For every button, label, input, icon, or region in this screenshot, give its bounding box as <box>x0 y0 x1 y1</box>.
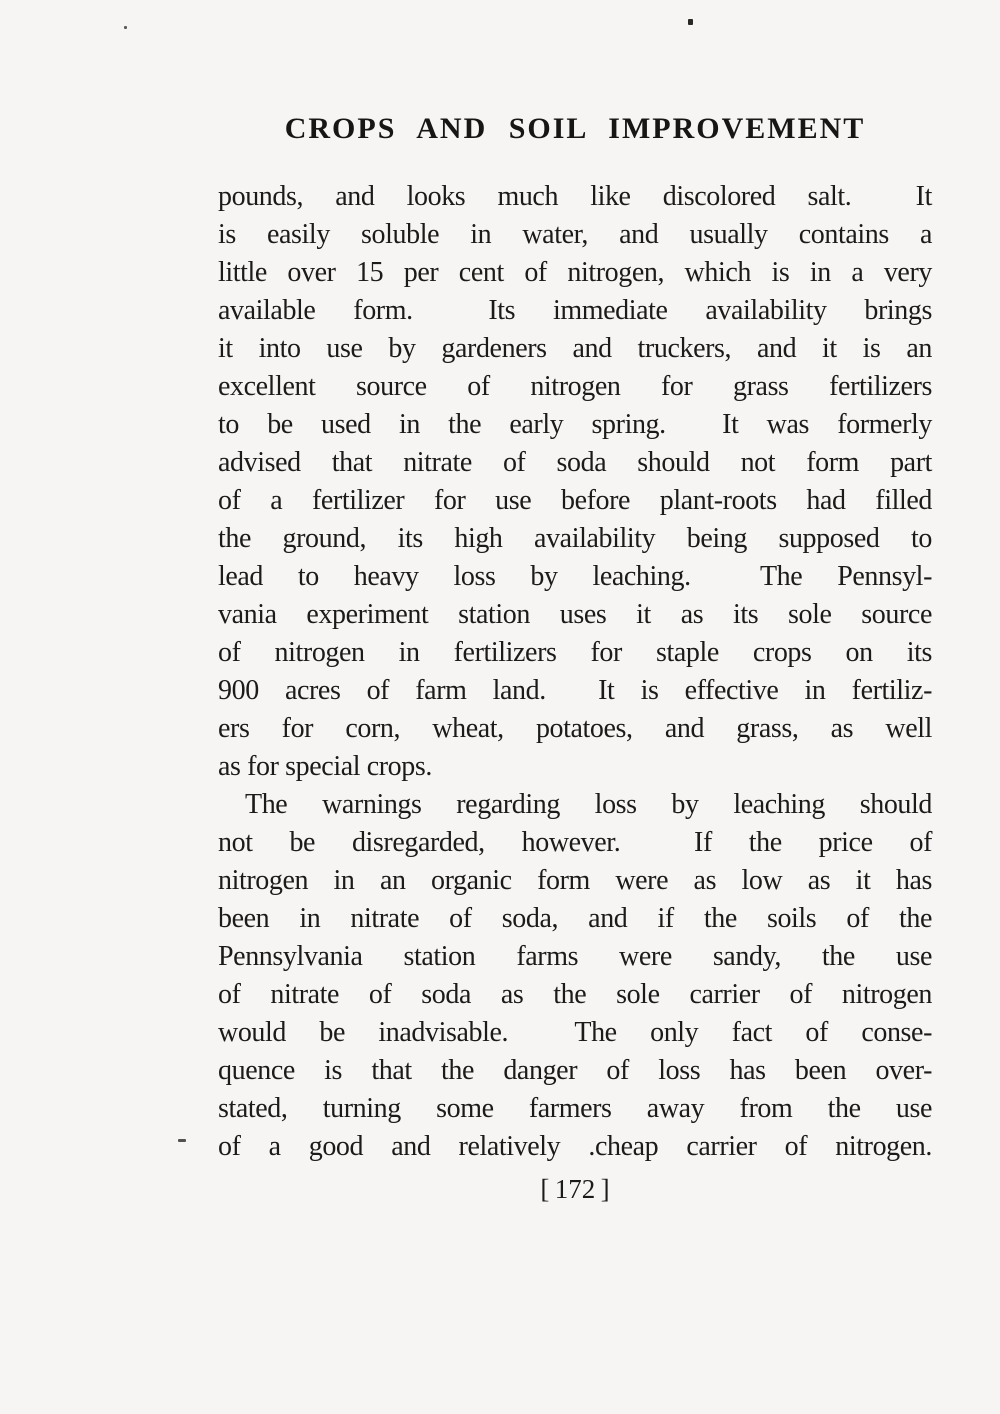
text-line: as for special crops. <box>218 751 432 782</box>
text-line: excellent source of nitrogen for grass fertilizers <box>218 371 932 402</box>
paragraph <box>218 178 932 786</box>
page-number: [ 172 ] <box>540 1174 610 1204</box>
text-line: 900 acres of farm land. It is effective in fertiliz- <box>218 675 932 706</box>
text-line: lead to heavy loss by leaching. The Pennsyl- <box>218 561 932 592</box>
ink-speck <box>178 1139 186 1142</box>
paragraph <box>218 786 932 1166</box>
text-line: pounds, and looks much like discolored salt. It <box>218 181 932 212</box>
text-line: is easily soluble in water, and usually contains a <box>218 219 932 250</box>
text-line: quence is that the danger of loss has been over- <box>218 1055 932 1086</box>
text-line: not be disregarded, however. If the price of <box>218 827 932 858</box>
text-line: The warnings regarding loss by leaching should <box>245 789 932 820</box>
text-line: Pennsylvania station farms were sandy, the use <box>218 941 932 972</box>
text-line: of a fertilizer for use before plant-roots had filled <box>218 485 932 516</box>
text-line: stated, turning some farmers away from the use <box>218 1093 932 1124</box>
ink-speck <box>124 26 127 29</box>
text-line: of nitrate of soda as the sole carrier of nitrogen <box>218 979 932 1010</box>
text-line: to be used in the early spring. It was formerly <box>218 409 932 440</box>
text-line: vania experiment station uses it as its sole source <box>218 599 932 630</box>
ink-speck <box>688 19 693 25</box>
body-text <box>218 178 932 1166</box>
page-title: CROPS AND SOIL IMPROVEMENT <box>284 112 866 145</box>
text-line: of nitrogen in fertilizers for staple crops on its <box>218 637 932 668</box>
text-line: available form. Its immediate availability brings <box>218 295 932 326</box>
text-line: ers for corn, wheat, potatoes, and grass, as well <box>218 713 932 744</box>
text-line: been in nitrate of soda, and if the soils of the <box>218 903 932 934</box>
text-line: advised that nitrate of soda should not form part <box>218 447 932 478</box>
text-line: little over 15 per cent of nitrogen, which is in a very <box>218 257 932 288</box>
text-line: would be inadvisable. The only fact of conse- <box>218 1017 932 1048</box>
text-line: the ground, its high availability being supposed to <box>218 523 932 554</box>
text-line: of a good and relatively .cheap carrier of nitrogen. <box>218 1131 932 1162</box>
text-line: it into use by gardeners and truckers, and it is an <box>218 333 932 364</box>
text-line: nitrogen in an organic form were as low as it has <box>218 865 932 896</box>
